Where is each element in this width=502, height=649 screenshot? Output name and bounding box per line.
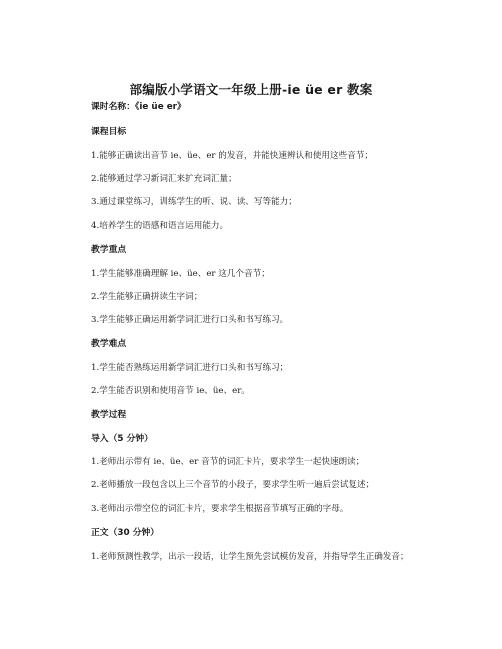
section-heading-key-points: 教学重点	[91, 245, 127, 255]
section-heading-process: 教学过程	[91, 410, 127, 420]
goal-item: 1.能够正确读出音节 ie、üe、er 的发音，并能快速辨认和使用这些音节；	[91, 151, 373, 161]
difficulty-item: 1.学生能否熟练运用新学词汇进行口头和书写练习；	[91, 363, 289, 373]
section-heading-difficulties: 教学难点	[91, 339, 127, 349]
goal-item: 3.通过课堂练习，训练学生的听、说、读、写等能力；	[91, 197, 297, 207]
key-point-item: 3.学生能够正确运用新学词汇进行口头和书写练习。	[91, 315, 289, 325]
intro-item: 3.老师出示带空位的词汇卡片，要求学生根据音节填写正确的字母。	[91, 504, 349, 514]
course-name: 课时名称：《ie üe er》	[91, 102, 186, 112]
goal-item: 4.培养学生的语感和语言运用能力。	[91, 221, 229, 231]
key-point-item: 1.学生能够准确理解 ie、üe、er 这几个音节；	[91, 269, 270, 279]
key-point-item: 2.学生能够正确拼读生字词；	[91, 292, 203, 302]
goal-item: 2.能够通过学习新词汇来扩充词汇量；	[91, 174, 237, 184]
section-heading-goals: 课程目标	[91, 127, 127, 137]
difficulty-item: 2.学生能否识别和使用音节 ie、üe、er。	[91, 386, 250, 396]
subsection-heading-main: 正文（30 分钟）	[91, 528, 160, 538]
subsection-heading-intro: 导入（5 分钟）	[91, 434, 153, 444]
intro-item: 1.老师出示带有 ie、üe、er 音节的词汇卡片，要求学生一起快速朗读；	[91, 457, 365, 467]
document-title: 部编版小学语文一年级上册-ie üe er 教案	[129, 82, 373, 97]
main-item: 1.老师预测性教学，出示一段话，让学生预先尝试模仿发音，并指导学生正确发音；	[91, 552, 409, 562]
intro-item: 2.老师播放一段包含以上三个音节的小段子，要求学生听一遍后尝试复述；	[91, 480, 375, 490]
